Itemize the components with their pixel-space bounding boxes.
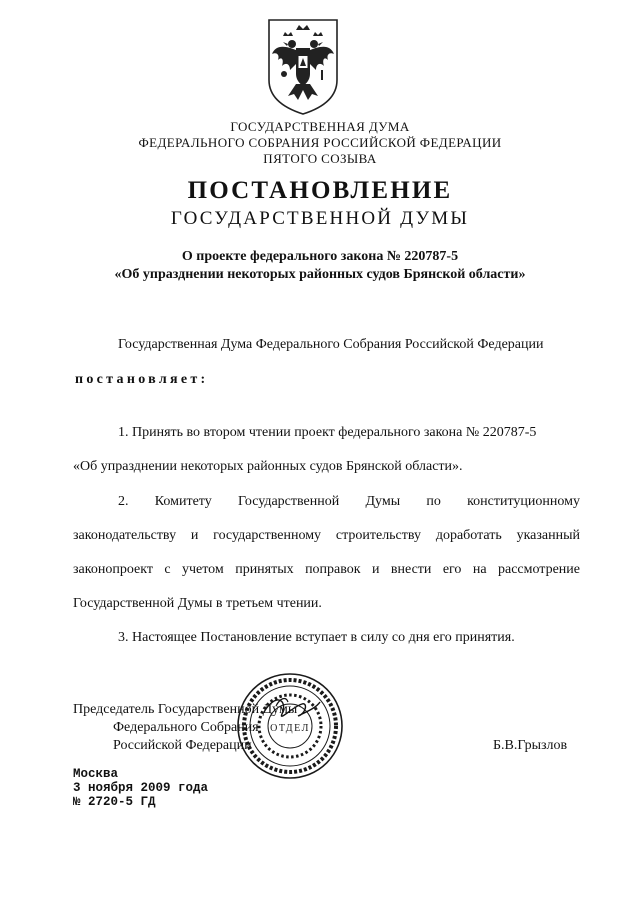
item-2-line-3: законопроект с учетом принятых поправок и внести его на рассмотрение [73, 562, 580, 577]
state-emblem-icon [266, 18, 340, 116]
document-type-subtitle: ГОСУДАРСТВЕННОЙ ДУМЫ [170, 208, 470, 229]
intro-paragraph: Государственная Дума Федерального Собрания Российской Федерации [118, 337, 544, 352]
signatory-title-line-3: Российской Федерации [113, 738, 252, 753]
signatory-title-line-1: Председатель Государственной Думы [73, 702, 298, 717]
subject-line-2: «Об упразднении некоторых районных судов Брянской области» [114, 267, 526, 282]
subject-line-1: О проекте федерального закона № 220787-5 [181, 249, 459, 264]
item-2-line-4: Государственной Думы в третьем чтении. [73, 596, 322, 611]
organization-parent: ФЕДЕРАЛЬНОГО СОБРАНИЯ РОССИЙСКОЙ ФЕДЕРАЦИИ [138, 135, 502, 150]
document-type-title: ПОСТАНОВЛЕНИЕ [187, 177, 453, 204]
signatory-name: Б.В.Грызлов [493, 738, 568, 753]
item-2-line-2: законодательству и государственному строительству доработать указанный [73, 528, 580, 543]
resolution-number: № 2720-5 ГД [73, 795, 156, 809]
signing-date: 3 ноября 2009 года [73, 781, 209, 795]
item-1-line-2: «Об упразднении некоторых районных судов Брянской области». [73, 459, 463, 474]
item-3: 3. Настоящее Постановление вступает в силу со дня его принятия. [118, 630, 515, 645]
place-of-signing: Москва [73, 767, 119, 781]
organization-name: ГОСУДАРСТВЕННАЯ ДУМА [230, 119, 410, 134]
convocation: ПЯТОГО СОЗЫВА [263, 151, 377, 166]
item-2-line-1: 2. Комитету Государственной Думы по конституционному [118, 494, 580, 509]
resolves-word: постановляет: [75, 372, 209, 387]
stamp-center-text: ОТДЕЛ [270, 723, 310, 734]
item-1-line-1: 1. Принять во втором чтении проект федерального закона № 220787-5 [118, 425, 537, 440]
signatory-title-line-2: Федерального Собрания [113, 720, 259, 735]
